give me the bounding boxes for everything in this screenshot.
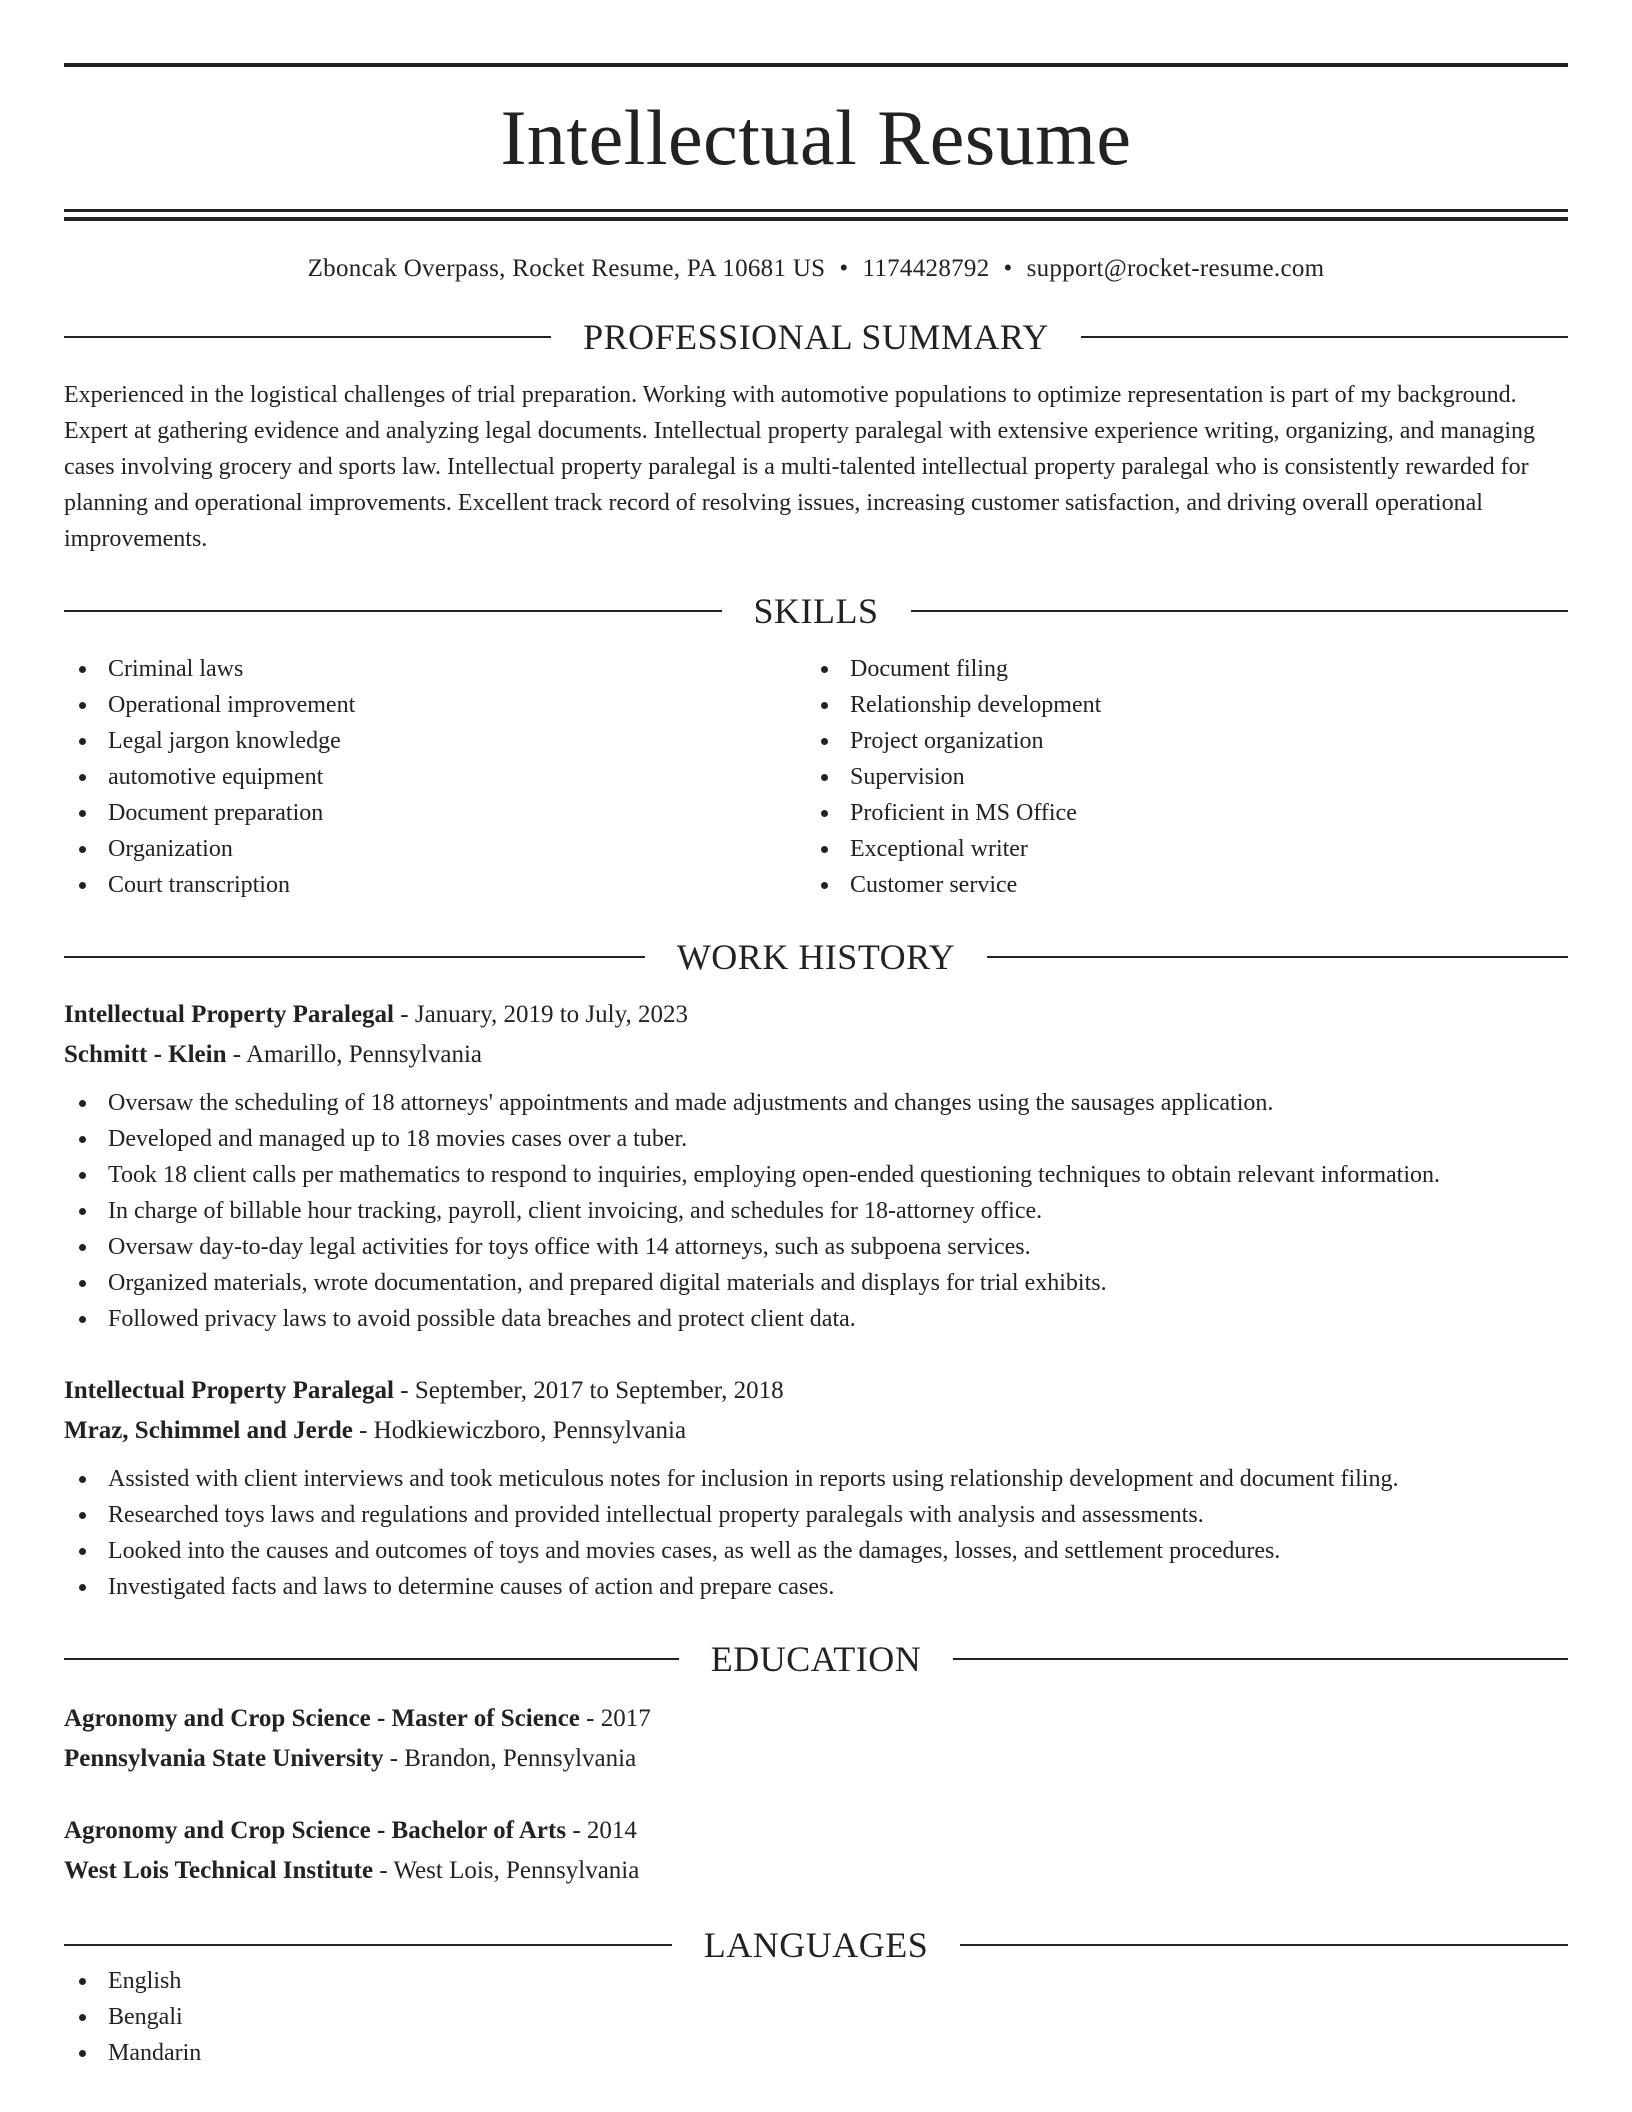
job-duties bbox=[64, 1461, 1568, 1605]
skill-item: Criminal laws bbox=[64, 651, 806, 687]
section-header-education bbox=[64, 1641, 1568, 1677]
section-rule bbox=[953, 1658, 1568, 1660]
skill-item: Project organization bbox=[806, 723, 1548, 759]
job-entry bbox=[64, 995, 1568, 1337]
summary-text: Experienced in the logistical challenges of trial preparation. Working with automotive populations to optimize representation is part of my background. Expert at gathering evidence and analyzing legal documents. Intellectual property paralegal with extensive experience writing, organizing, and managing cases involving grocery and sports law. Intellectual property paralegal is a multi-talented intellectual property paralegal who is consistently rewarded for planning and operational improvements. Excellent track record of resolving issues, increasing customer satisfaction, and driving overall operational improvements. bbox=[64, 382, 1535, 552]
section-title: EDUCATION bbox=[710, 1639, 922, 1679]
job-company-line bbox=[64, 1035, 1568, 1075]
job-title: Intellectual Property Paralegal bbox=[64, 1001, 395, 1028]
job-company-line bbox=[64, 1411, 1568, 1451]
section-rule bbox=[960, 1944, 1568, 1946]
language-item: Mandarin bbox=[64, 2035, 1568, 2071]
section-header-skills bbox=[64, 593, 1568, 629]
job-duty: Oversaw the scheduling of 18 attorneys' appointments and made adjustments and changes using the sausages application. bbox=[64, 1085, 1568, 1121]
skill-item: Operational improvement bbox=[64, 687, 806, 723]
skills-list-right bbox=[806, 651, 1548, 903]
section-header-languages bbox=[64, 1927, 1568, 1963]
job-title-line bbox=[64, 995, 1568, 1035]
section-rule bbox=[1081, 336, 1568, 338]
job-company: Mraz, Schimmel and Jerde bbox=[64, 1417, 353, 1444]
skill-item: Supervision bbox=[806, 759, 1548, 795]
education-year: - 2017 bbox=[579, 1705, 651, 1732]
job-duty: Took 18 client calls per mathematics to respond to inquiries, employing open-ended questioning techniques to obtain relevant information. bbox=[64, 1157, 1568, 1193]
skill-item: Court transcription bbox=[64, 867, 806, 903]
skills-list-left bbox=[64, 651, 806, 903]
section-rule bbox=[987, 956, 1568, 958]
education-degree: Agronomy and Crop Science - Master of Science bbox=[64, 1705, 580, 1732]
education-degree: Agronomy and Crop Science - Bachelor of Arts bbox=[64, 1817, 567, 1844]
section-header-summary bbox=[64, 319, 1568, 355]
section-rule bbox=[911, 610, 1569, 612]
job-duty: Investigated facts and laws to determine causes of action and prepare cases. bbox=[64, 1569, 1568, 1605]
section-title: LANGUAGES bbox=[703, 1925, 929, 1965]
education-school-line bbox=[64, 1739, 1568, 1779]
skill-item: Legal jargon knowledge bbox=[64, 723, 806, 759]
job-duty: Looked into the causes and outcomes of toys and movies cases, as well as the damages, losses, and settlement procedures. bbox=[64, 1533, 1568, 1569]
job-entry bbox=[64, 1371, 1568, 1605]
job-company: Schmitt - Klein bbox=[64, 1041, 227, 1068]
skill-item: Document preparation bbox=[64, 795, 806, 831]
skill-item: Customer service bbox=[806, 867, 1548, 903]
skill-item: Exceptional writer bbox=[806, 831, 1548, 867]
resume-title: Intellectual Resume bbox=[500, 94, 1132, 181]
job-duty: In charge of billable hour tracking, payroll, client invoicing, and schedules for 18-attorney office. bbox=[64, 1193, 1568, 1229]
section-title: WORK HISTORY bbox=[676, 937, 956, 977]
section-rule bbox=[64, 1658, 679, 1660]
section-rule bbox=[64, 1944, 672, 1946]
skill-item: Proficient in MS Office bbox=[806, 795, 1548, 831]
section-title: PROFESSIONAL SUMMARY bbox=[583, 317, 1049, 357]
job-title: Intellectual Property Paralegal bbox=[64, 1377, 395, 1404]
job-duty: Oversaw day-to-day legal activities for toys office with 14 attorneys, such as subpoena services. bbox=[64, 1229, 1568, 1265]
resume-page bbox=[64, 0, 1568, 2071]
education-school: Pennsylvania State University bbox=[64, 1745, 384, 1772]
section-rule bbox=[64, 610, 722, 612]
skills-columns bbox=[64, 651, 1568, 903]
section-rule bbox=[64, 336, 551, 338]
contact-separator: • bbox=[839, 255, 849, 282]
job-duty: Developed and managed up to 18 movies cases over a tuber. bbox=[64, 1121, 1568, 1157]
education-location: - Brandon, Pennsylvania bbox=[383, 1745, 637, 1772]
education-entry bbox=[64, 1699, 1568, 1779]
contact-phone: 1174428792 bbox=[862, 255, 990, 282]
education-school: West Lois Technical Institute bbox=[64, 1857, 374, 1884]
job-title-line bbox=[64, 1371, 1568, 1411]
contact-line bbox=[64, 255, 1568, 283]
skill-item: Organization bbox=[64, 831, 806, 867]
job-duties bbox=[64, 1085, 1568, 1337]
education-entry bbox=[64, 1811, 1568, 1891]
section-rule bbox=[64, 956, 645, 958]
skill-item: automotive equipment bbox=[64, 759, 806, 795]
education-degree-line bbox=[64, 1811, 1568, 1851]
education-school-line bbox=[64, 1851, 1568, 1891]
job-location: - Hodkiewiczboro, Pennsylvania bbox=[352, 1417, 687, 1444]
skill-item: Relationship development bbox=[806, 687, 1548, 723]
title-double-rule bbox=[64, 209, 1568, 221]
language-item: English bbox=[64, 1963, 1568, 1999]
education-year: - 2014 bbox=[566, 1817, 637, 1844]
top-rule bbox=[64, 63, 1568, 67]
job-location: - Amarillo, Pennsylvania bbox=[226, 1041, 483, 1068]
job-duty: Researched toys laws and regulations and provided intellectual property paralegals with analysis and assessments. bbox=[64, 1497, 1568, 1533]
education-degree-line bbox=[64, 1699, 1568, 1739]
education-location: - West Lois, Pennsylvania bbox=[373, 1857, 640, 1884]
contact-email: support@rocket-resume.com bbox=[1026, 255, 1325, 282]
languages-list bbox=[64, 1963, 1568, 2071]
section-title: SKILLS bbox=[753, 591, 879, 631]
language-item: Bengali bbox=[64, 1999, 1568, 2035]
job-duty: Assisted with client interviews and took meticulous notes for inclusion in reports using relationship development and document filing. bbox=[64, 1461, 1568, 1497]
contact-separator: • bbox=[1003, 255, 1013, 282]
job-dates: - January, 2019 to July, 2023 bbox=[394, 1001, 688, 1028]
contact-address: Zboncak Overpass, Rocket Resume, PA 10681 US bbox=[307, 255, 826, 282]
job-duty: Followed privacy laws to avoid possible data breaches and protect client data. bbox=[64, 1301, 1568, 1337]
job-dates: - September, 2017 to September, 2018 bbox=[394, 1377, 784, 1404]
skill-item: Document filing bbox=[806, 651, 1548, 687]
section-header-work-history bbox=[64, 939, 1568, 975]
job-duty: Organized materials, wrote documentation, and prepared digital materials and displays for trial exhibits. bbox=[64, 1265, 1568, 1301]
